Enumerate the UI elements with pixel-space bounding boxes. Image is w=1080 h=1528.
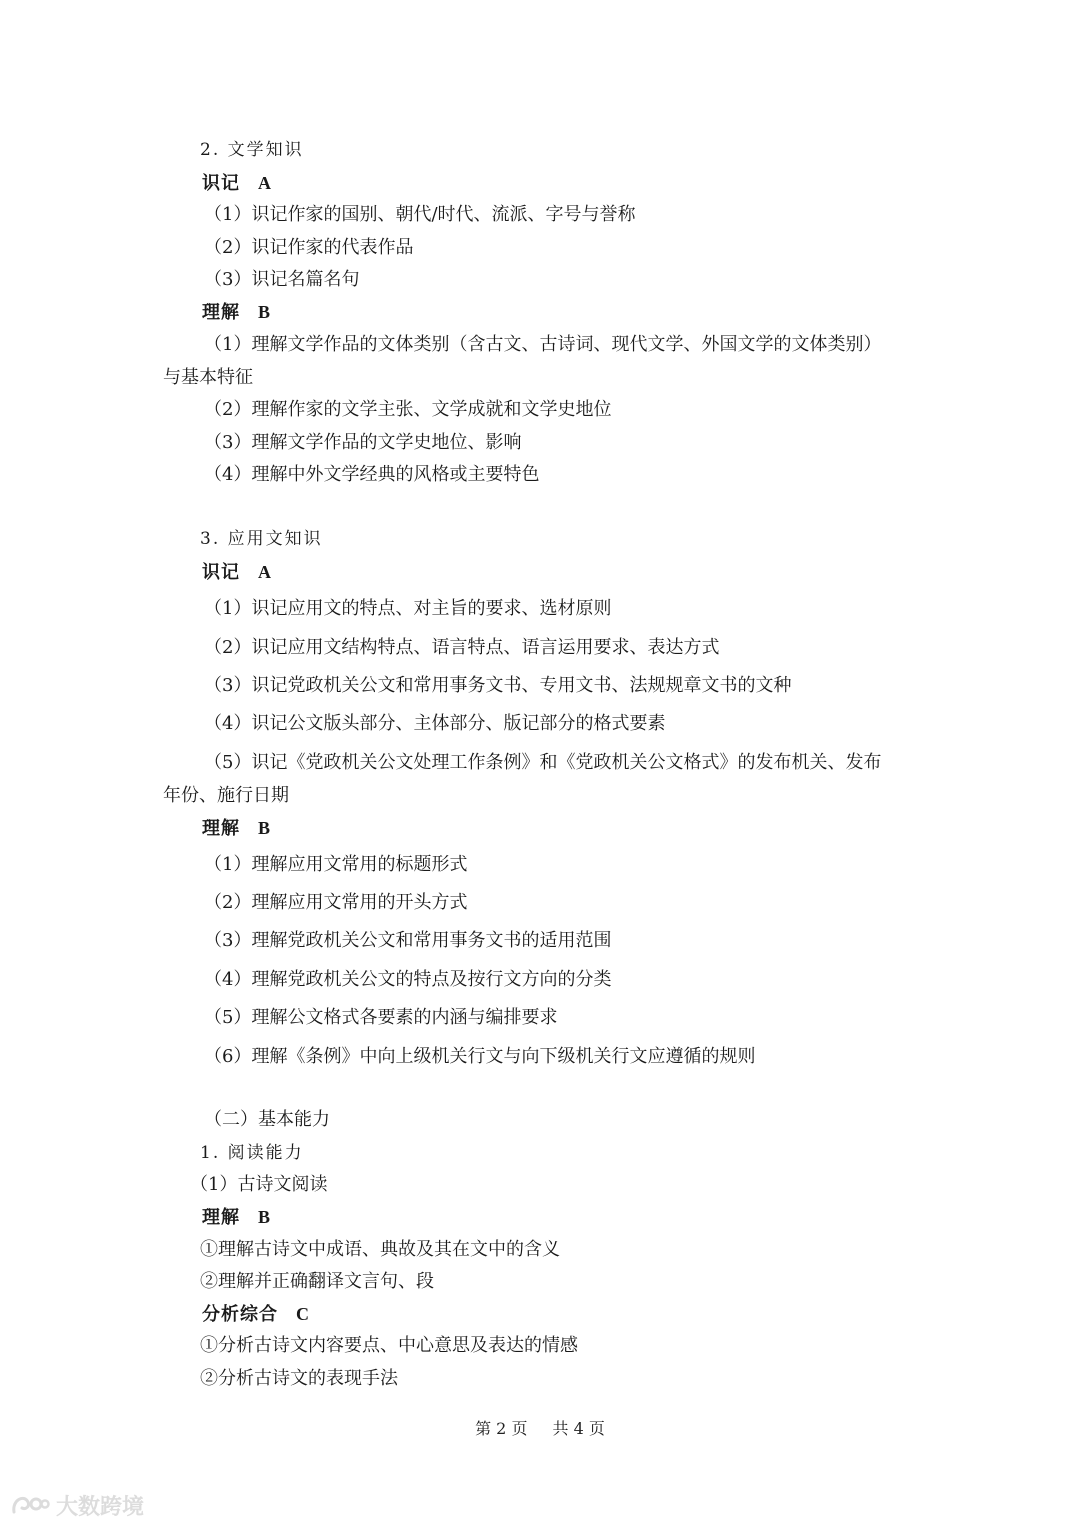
level-label: 分析综合 C xyxy=(202,1304,310,1325)
list-item: （2）理解作家的文学主张、文学成就和文学史地位 xyxy=(204,399,612,420)
page-footer xyxy=(0,1416,1080,1439)
section-heading-applied-writing: 3. 应用文知识 xyxy=(200,529,323,549)
list-item: （5）识记《党政机关公文处理工作条例》和《党政机关公文格式》的发布机关、发布 xyxy=(204,752,882,773)
level-label: 理解 B xyxy=(202,1207,272,1228)
list-item: （2）识记作家的代表作品 xyxy=(204,237,414,258)
list-item: ①分析古诗文内容要点、中心意思及表达的情感 xyxy=(200,1335,578,1356)
level-label: 理解 B xyxy=(202,302,272,323)
subsection-heading: （1）古诗文阅读 xyxy=(190,1174,328,1195)
page-total: 共 4 页 xyxy=(552,1419,605,1438)
list-item: （4）理解党政机关公文的特点及按行文方向的分类 xyxy=(204,969,612,990)
section-heading-reading: 1. 阅读能力 xyxy=(200,1143,304,1163)
list-item: （1）识记应用文的特点、对主旨的要求、选材原则 xyxy=(204,598,612,619)
list-item: ①理解古诗文中成语、典故及其在文中的含义 xyxy=(200,1239,560,1260)
list-item: （1）理解文学作品的文体类别（含古文、古诗词、现代文学、外国文学的文体类别） xyxy=(204,334,882,355)
section-heading-basic-ability: （二）基本能力 xyxy=(204,1109,330,1130)
list-item: （3）理解党政机关公文和常用事务文书的适用范围 xyxy=(204,930,612,951)
level-label: 识记 A xyxy=(202,173,272,194)
list-item: （3）理解文学作品的文学史地位、影响 xyxy=(204,432,522,453)
list-item: （5）理解公文格式各要素的内涵与编排要求 xyxy=(204,1007,558,1028)
section-heading-literature: 2. 文学知识 xyxy=(200,140,304,160)
level-label: 识记 A xyxy=(202,562,272,583)
list-item: （2）理解应用文常用的开头方式 xyxy=(204,892,468,913)
list-item: （2）识记应用文结构特点、语言特点、语言运用要求、表达方式 xyxy=(204,637,720,658)
list-item: （3）识记党政机关公文和常用事务文书、专用文书、法规规章文书的文种 xyxy=(204,675,792,696)
list-item: ②理解并正确翻译文言句、段 xyxy=(200,1271,434,1292)
list-item: 年份、施行日期 xyxy=(163,785,289,806)
list-item: 与基本特征 xyxy=(163,367,253,388)
watermark xyxy=(10,1490,144,1520)
page-number: 第 2 页 xyxy=(475,1419,528,1438)
list-item: （4）理解中外文学经典的风格或主要特色 xyxy=(204,464,540,485)
list-item: ②分析古诗文的表现手法 xyxy=(200,1368,398,1389)
watermark-text: 大数跨境 xyxy=(56,1494,145,1520)
logo-icon xyxy=(10,1492,50,1518)
level-label: 理解 B xyxy=(202,818,272,839)
list-item: （4）识记公文版头部分、主体部分、版记部分的格式要素 xyxy=(204,713,666,734)
list-item: （6）理解《条例》中向上级机关行文与向下级机关行文应遵循的规则 xyxy=(204,1046,756,1067)
list-item: （3）识记名篇名句 xyxy=(204,269,360,290)
list-item: （1）理解应用文常用的标题形式 xyxy=(204,854,468,875)
list-item: （1）识记作家的国别、朝代/时代、流派、字号与誉称 xyxy=(204,204,636,225)
